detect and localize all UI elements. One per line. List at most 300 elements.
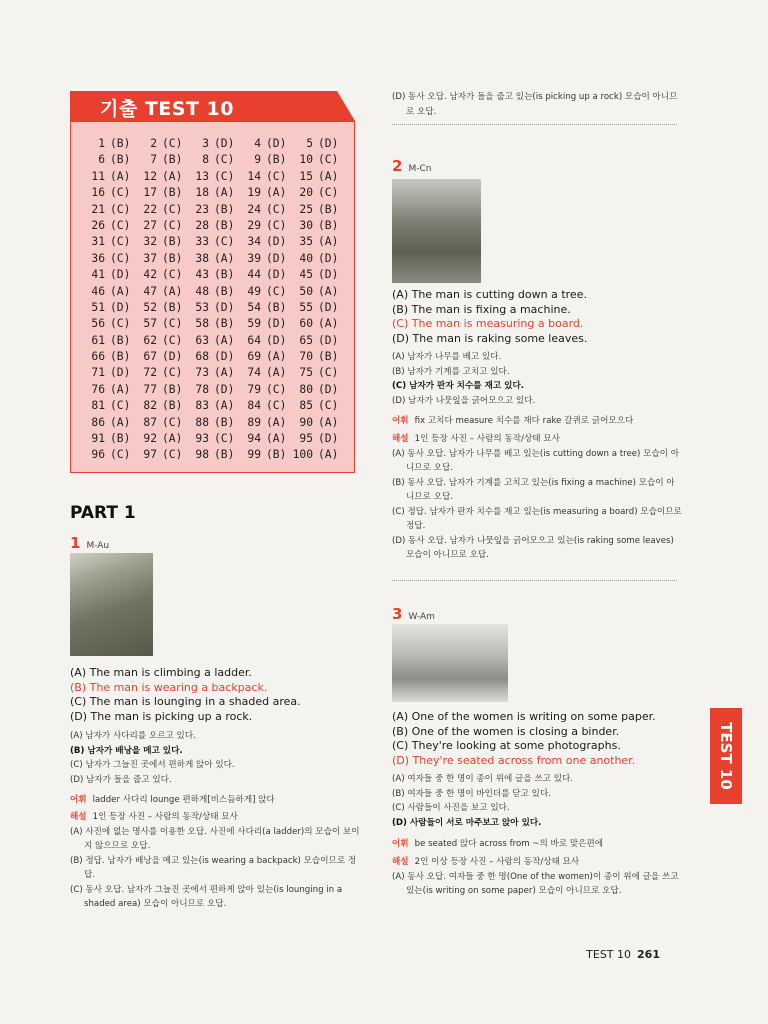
answer-choice: (B) [110, 137, 131, 150]
answer-number: 19 [247, 186, 261, 200]
answer-number: 72 [143, 366, 157, 380]
translation-d: (D) 사람들이 서로 마주보고 앉아 있다. [392, 817, 542, 828]
question-3-vocab [392, 837, 603, 849]
answer-key-cell [81, 366, 133, 382]
answer-choice: (D) [110, 366, 131, 380]
answer-number: 54 [247, 300, 261, 314]
answer-choice: (D) [214, 350, 235, 364]
answer-key-cell [237, 268, 289, 284]
answer-choice: (C) [110, 218, 131, 232]
answer-key-cell [289, 350, 341, 366]
answer-number: 16 [91, 186, 105, 200]
option-d-answer: (D) They're seated across from one another. [392, 753, 636, 767]
answer-number: 92 [143, 432, 157, 446]
answer-choice: (C) [162, 268, 183, 282]
answer-number: 50 [299, 284, 313, 298]
answer-key-cell [185, 301, 237, 317]
answer-choice: (C) [110, 399, 131, 413]
answer-number: 70 [299, 350, 313, 364]
answer-choice: (D) [318, 432, 339, 446]
answer-number: 23 [195, 202, 209, 216]
answer-number: 76 [91, 382, 105, 396]
answer-choice: (B) [162, 251, 183, 265]
answer-key-cell [185, 383, 237, 399]
answer-choice: (C) [110, 317, 131, 331]
divider [392, 580, 677, 581]
answer-number: 89 [247, 415, 261, 429]
answer-choice: (D) [162, 350, 183, 364]
answer-key-cell [289, 399, 341, 415]
explanation-d: (D) 동사 오답. 남자가 돌을 줍고 있는(is picking up a rock) 모습이 아니므로 오답. [392, 92, 678, 117]
answer-number: 24 [247, 202, 261, 216]
translation-c: (C) 남자가 판자 치수를 재고 있다. [392, 381, 525, 391]
answer-number: 2 [150, 137, 157, 150]
answer-choice: (D) [266, 317, 287, 331]
answer-key-cell [81, 448, 133, 464]
answer-key-cell [289, 219, 341, 235]
answer-key-cell [133, 219, 185, 235]
answer-key-cell [237, 399, 289, 415]
question-3-explanation [392, 855, 682, 899]
answer-choice: (A) [318, 317, 339, 331]
answer-choice: (B) [110, 350, 131, 364]
answer-number: 34 [247, 235, 261, 249]
question-number: 1 [70, 534, 81, 552]
answer-choice: (C) [110, 448, 131, 462]
answer-number: 60 [299, 317, 313, 331]
explanation-b: (B) 동사 오답. 남자가 기계를 고치고 있는(is fixing a machine) 모습이 아니므로 오답. [392, 477, 675, 502]
answer-choice: (C) [266, 169, 287, 183]
answer-choice: (C) [162, 317, 183, 331]
answer-key-cell [185, 416, 237, 432]
answer-key-cell [81, 399, 133, 415]
answer-choice: (C) [214, 169, 235, 183]
option-b: (B) The man is fixing a machine. [392, 302, 571, 316]
answer-number: 29 [247, 218, 261, 232]
answer-number: 5 [306, 137, 313, 150]
answer-number: 79 [247, 382, 261, 396]
answer-choice: (A) [318, 169, 339, 183]
answer-choice: (B) [318, 350, 339, 364]
translation-b: (B) 남자가 배낭을 메고 있다. [70, 745, 183, 756]
answer-number: 100 [292, 448, 313, 462]
answer-key-cell [185, 399, 237, 415]
answer-number: 7 [150, 153, 157, 167]
answer-choice: (C) [214, 432, 235, 446]
translation-a: (A) 여자들 중 한 명이 종이 위에 글을 쓰고 있다. [392, 774, 574, 784]
speaker-label: W-Am [408, 612, 435, 622]
answer-number: 45 [299, 268, 313, 282]
answer-choice: (D) [266, 137, 287, 150]
answer-number: 75 [299, 366, 313, 380]
option-a: (A) One of the women is writing on some paper. [392, 710, 656, 723]
answer-number: 91 [91, 432, 105, 446]
question-3-heading [392, 604, 435, 623]
answer-key-cell [81, 203, 133, 219]
answer-choice: (D) [318, 333, 339, 347]
answer-key-cell [133, 366, 185, 382]
answer-key-cell [133, 235, 185, 251]
answer-number: 4 [254, 137, 261, 150]
answer-number: 43 [195, 268, 209, 282]
answer-choice: (D) [266, 268, 287, 282]
answer-choice: (A) [266, 432, 287, 446]
answer-key-cell [237, 235, 289, 251]
answer-key-cell [185, 334, 237, 350]
answer-key-cell [185, 317, 237, 333]
answer-choice: (A) [318, 415, 339, 429]
answer-key-cell [81, 432, 133, 448]
answer-number: 83 [195, 399, 209, 413]
answer-key-title: 기출 TEST 10 [100, 98, 234, 120]
answer-key-cell [133, 203, 185, 219]
answer-choice: (D) [318, 300, 339, 314]
answer-number: 22 [143, 202, 157, 216]
answer-key-cell [185, 235, 237, 251]
answer-number: 87 [143, 415, 157, 429]
answer-key-cell [81, 170, 133, 186]
answer-key-cell [237, 301, 289, 317]
answer-choice: (B) [214, 284, 235, 298]
answer-choice: (A) [318, 235, 339, 249]
answer-number: 78 [195, 382, 209, 396]
question-3-translation [392, 772, 573, 830]
question-1-heading [70, 533, 109, 552]
answer-number: 68 [195, 350, 209, 364]
answer-key-cell [133, 137, 185, 153]
explanation-a: (A) 동사 오답. 여자들 중 한 명(One of the women)이 종이 위에 글을 쓰고 있는(is writing on some paper) 모습이 아니므로 오답. [392, 871, 679, 896]
explanation-d: (D) 동사 오답. 남자가 나뭇잎을 긁어모으고 있는(is raking some leaves) 모습이 아니므로 오답. [392, 535, 674, 560]
answer-key-cell [133, 448, 185, 464]
answer-key-cell [81, 153, 133, 169]
answer-number: 49 [247, 284, 261, 298]
answer-number: 74 [247, 366, 261, 380]
answer-key-cell [81, 137, 133, 153]
answer-key-cell [185, 366, 237, 382]
answer-number: 63 [195, 333, 209, 347]
answer-key-box [70, 121, 355, 473]
side-tab-label: TEST 10 [717, 722, 735, 790]
answer-number: 77 [143, 382, 157, 396]
speaker-label: M-Au [86, 541, 110, 551]
answer-number: 25 [299, 202, 313, 216]
translation-a: (A) 남자가 사다리를 오르고 있다. [70, 731, 196, 741]
answer-choice: (C) [162, 202, 183, 216]
answer-choice: (C) [162, 366, 183, 380]
answer-key-cell [237, 252, 289, 268]
answer-number: 62 [143, 333, 157, 347]
vocab-text: be seated 앉다 across from ~의 바로 맞은편에 [414, 839, 604, 849]
answer-key-cell [289, 186, 341, 202]
question-1-photo [70, 553, 153, 656]
answer-number: 28 [195, 218, 209, 232]
answer-choice: (A) [214, 366, 235, 380]
answer-choice: (B) [214, 317, 235, 331]
explanation-a: (A) 사진에 없는 명사를 이용한 오답. 사진에 사다리(a ladder)의 모습이 보이지 않으므로 오답. [70, 826, 360, 851]
answer-key-cell [289, 235, 341, 251]
answer-number: 40 [299, 251, 313, 265]
answer-choice: (A) [162, 169, 183, 183]
answer-key-cell [81, 268, 133, 284]
translation-d: (D) 남자가 나뭇잎을 긁어모으고 있다. [392, 395, 536, 406]
answer-choice: (A) [110, 284, 131, 298]
answer-number: 39 [247, 251, 261, 265]
answer-key-cell [237, 285, 289, 301]
answer-number: 37 [143, 251, 157, 265]
answer-choice: (C) [266, 202, 287, 216]
answer-number: 9 [254, 153, 261, 167]
answer-key-cell [133, 301, 185, 317]
option-a: (A) The man is climbing a ladder. [70, 666, 252, 679]
answer-number: 66 [91, 350, 105, 364]
translation-c: (C) 남자가 그늘진 곳에서 편하게 앉아 있다. [70, 760, 235, 770]
answer-choice: (A) [266, 415, 287, 429]
answer-key-cell [81, 252, 133, 268]
answer-key-cell [237, 350, 289, 366]
answer-key-cell [237, 317, 289, 333]
answer-choice: (D) [318, 382, 339, 396]
answer-number: 36 [91, 251, 105, 265]
answer-key-cell [289, 383, 341, 399]
answer-choice: (A) [110, 382, 131, 396]
answer-key-cell [237, 366, 289, 382]
answer-key-cell [185, 252, 237, 268]
answer-number: 13 [195, 169, 209, 183]
question-2-explanation [392, 432, 682, 563]
answer-key-cell [133, 285, 185, 301]
answer-choice: (B) [110, 432, 131, 446]
answer-number: 41 [91, 268, 105, 282]
answer-choice: (A) [162, 432, 183, 446]
answer-key-cell [237, 203, 289, 219]
answer-choice: (C) [110, 251, 131, 265]
question-number: 2 [392, 157, 403, 175]
answer-number: 94 [247, 432, 261, 446]
question-1-options [70, 666, 301, 724]
question-2-translation [392, 350, 535, 408]
page-number: 261 [637, 948, 660, 961]
answer-key-cell [289, 203, 341, 219]
explanation-label: 해설 [392, 857, 409, 867]
answer-number: 51 [91, 300, 105, 314]
answer-number: 46 [91, 284, 105, 298]
translation-d: (D) 남자가 돌을 줍고 있다. [70, 774, 172, 785]
option-c: (C) They're looking at some photographs. [392, 739, 621, 752]
answer-number: 14 [247, 169, 261, 183]
answer-number: 67 [143, 350, 157, 364]
explanation-a: (A) 동사 오답. 남자가 나무를 베고 있는(is cutting down a tree) 모습이 아니므로 오답. [392, 448, 680, 473]
answer-choice: (C) [318, 186, 339, 200]
explanation-title: 1인 등장 사진 – 사람의 동작/상태 묘사 [414, 434, 560, 444]
answer-choice: (A) [318, 448, 339, 462]
answer-choice: (C) [266, 382, 287, 396]
translation-a: (A) 남자가 나무를 베고 있다. [392, 352, 502, 362]
answer-key-cell [289, 268, 341, 284]
answer-choice: (D) [110, 300, 131, 314]
answer-key-header [70, 91, 355, 121]
explanation-c: (C) 동사 오답. 남자가 그늘진 곳에서 편하게 앉아 있는(is lounging in a shaded area) 모습이 아니므로 오답. [70, 884, 343, 909]
answer-number: 65 [299, 333, 313, 347]
question-2-vocab [392, 414, 633, 426]
answer-choice: (D) [266, 235, 287, 249]
answer-choice: (D) [214, 300, 235, 314]
answer-key-cell [133, 153, 185, 169]
answer-choice: (B) [266, 448, 287, 462]
option-b: (B) One of the women is closing a binder. [392, 724, 620, 738]
answer-choice: (A) [214, 399, 235, 413]
answer-choice: (B) [318, 202, 339, 216]
answer-key-cell [289, 448, 341, 464]
question-3-options [392, 710, 656, 768]
answer-choice: (B) [162, 235, 183, 249]
answer-choice: (B) [162, 382, 183, 396]
answer-number: 98 [195, 448, 209, 462]
answer-choice: (B) [110, 153, 131, 167]
answer-choice: (A) [214, 186, 235, 200]
answer-choice: (B) [214, 202, 235, 216]
option-d: (D) The man is picking up a rock. [70, 709, 253, 723]
answer-number: 86 [91, 415, 105, 429]
answer-number: 64 [247, 333, 261, 347]
answer-key-cell [133, 252, 185, 268]
answer-number: 18 [195, 186, 209, 200]
answer-number: 42 [143, 268, 157, 282]
answer-choice: (A) [110, 415, 131, 429]
answer-number: 15 [299, 169, 313, 183]
answer-choice: (D) [266, 333, 287, 347]
answer-key-cell [81, 334, 133, 350]
answer-key-cell [81, 235, 133, 251]
answer-choice: (D) [214, 382, 235, 396]
answer-key-cell [133, 416, 185, 432]
answer-choice: (B) [318, 218, 339, 232]
answer-key-cell [81, 285, 133, 301]
answer-number: 88 [195, 415, 209, 429]
answer-key-cell [289, 301, 341, 317]
answer-number: 26 [91, 218, 105, 232]
vocab-label: 어휘 [392, 839, 409, 849]
answer-choice: (C) [110, 202, 131, 216]
answer-key-cell [237, 448, 289, 464]
answer-choice: (C) [162, 137, 183, 150]
answer-key-cell [289, 252, 341, 268]
translation-c: (C) 사람들이 사진을 보고 있다. [392, 803, 510, 813]
side-tab [710, 708, 742, 804]
option-c-answer: (C) The man is measuring a board. [392, 317, 584, 330]
answer-choice: (B) [266, 300, 287, 314]
explanation-label: 해설 [392, 434, 409, 444]
answer-key-grid [81, 137, 341, 465]
answer-key-cell [81, 301, 133, 317]
question-2-options [392, 288, 587, 346]
answer-choice: (C) [162, 448, 183, 462]
option-d: (D) The man is raking some leaves. [392, 331, 588, 345]
answer-choice: (A) [162, 284, 183, 298]
answer-key-cell [289, 366, 341, 382]
answer-key-cell [237, 170, 289, 186]
answer-key-cell [237, 219, 289, 235]
answer-choice: (A) [110, 169, 131, 183]
answer-key-cell [185, 137, 237, 153]
answer-key-cell [237, 383, 289, 399]
answer-choice: (C) [318, 366, 339, 380]
answer-number: 53 [195, 300, 209, 314]
answer-number: 20 [299, 186, 313, 200]
answer-choice: (C) [214, 235, 235, 249]
answer-number: 6 [98, 153, 105, 167]
answer-key-cell [185, 153, 237, 169]
answer-key-cell [185, 432, 237, 448]
answer-key-cell [185, 350, 237, 366]
answer-choice: (B) [162, 186, 183, 200]
answer-choice: (C) [110, 186, 131, 200]
answer-key-cell [185, 285, 237, 301]
answer-key-cell [81, 317, 133, 333]
question-number: 3 [392, 605, 403, 623]
answer-choice: (C) [266, 284, 287, 298]
translation-b: (B) 남자가 기계를 고치고 있다. [392, 366, 510, 377]
footer-label: TEST 10 [586, 948, 632, 961]
answer-number: 35 [299, 235, 313, 249]
answer-number: 17 [143, 186, 157, 200]
answer-key-cell [185, 448, 237, 464]
option-c: (C) The man is lounging in a shaded area. [70, 695, 301, 708]
part-title: PART 1 [70, 503, 136, 523]
answer-number: 38 [195, 251, 209, 265]
answer-choice: (D) [318, 268, 339, 282]
answer-key-cell [81, 416, 133, 432]
answer-number: 59 [247, 317, 261, 331]
answer-key-cell [237, 186, 289, 202]
speaker-label: M-Cn [408, 164, 432, 174]
answer-key-cell [133, 399, 185, 415]
answer-key-cell [185, 170, 237, 186]
answer-choice: (B) [162, 399, 183, 413]
question-1-vocab [70, 793, 275, 805]
answer-number: 57 [143, 317, 157, 331]
explanation-b: (B) 정답. 남자가 배낭을 메고 있는(is wearing a backpack) 모습이므로 정답. [70, 855, 357, 880]
answer-number: 11 [91, 169, 105, 183]
answer-key-cell [81, 350, 133, 366]
answer-key-cell [289, 285, 341, 301]
answer-choice: (B) [162, 300, 183, 314]
answer-number: 55 [299, 300, 313, 314]
answer-choice: (A) [318, 284, 339, 298]
question-2-heading [392, 156, 431, 175]
answer-key-cell [81, 186, 133, 202]
answer-choice: (D) [318, 137, 339, 150]
answer-key-cell [133, 170, 185, 186]
answer-number: 27 [143, 218, 157, 232]
option-b-answer: (B) The man is wearing a backpack. [70, 680, 268, 694]
answer-choice: (C) [162, 415, 183, 429]
answer-number: 61 [91, 333, 105, 347]
answer-choice: (C) [162, 333, 183, 347]
answer-number: 52 [143, 300, 157, 314]
question-3-photo [392, 624, 508, 702]
option-a: (A) The man is cutting down a tree. [392, 288, 587, 301]
answer-choice: (A) [266, 186, 287, 200]
answer-choice: (B) [214, 268, 235, 282]
answer-number: 10 [299, 153, 313, 167]
answer-key-cell [289, 334, 341, 350]
question-1-explanation-continued [392, 90, 682, 119]
answer-key-cell [133, 350, 185, 366]
answer-choice: (D) [266, 251, 287, 265]
answer-choice: (A) [266, 366, 287, 380]
explanation-label: 해설 [70, 812, 87, 822]
answer-choice: (C) [266, 218, 287, 232]
